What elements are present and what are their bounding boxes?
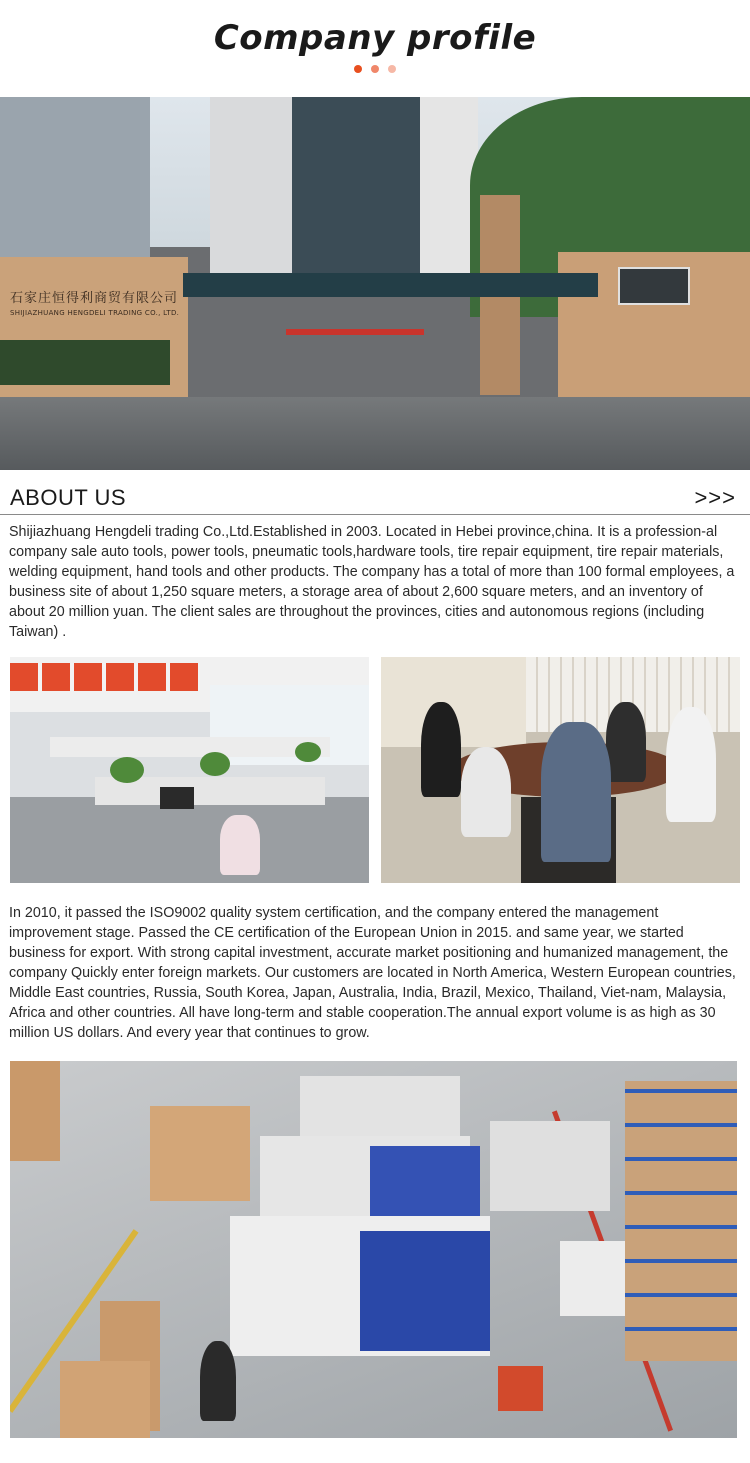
photo-control-box [498, 1366, 543, 1411]
section-divider [0, 514, 750, 515]
photo-gate-canopy [183, 273, 598, 297]
about-paragraph-intro: Shijiazhuang Hengdeli trading Co.,Ltd.Established in 2003. Located in Hebei province,china. It is a profession-al company sale auto tools, power tools, pneumatic tools,hardware tools, tire repair equipment, tire repair materials, welding equipment, hand tools and other products. The company has a total of more than 100 formal employees, a business site of about 1,250 square meters, a storage area of about 2,600 square meters, and an inventory of about 20 million yuan. The client sales are throughout the provinces, cities and autonomous regions (including Taiwan) . [9, 524, 735, 640]
photo-machine [370, 1146, 480, 1216]
photo-boxes [60, 1361, 150, 1438]
photo-tower [292, 97, 420, 297]
title-decoration-dots [0, 65, 750, 73]
page-header [0, 0, 750, 96]
photo-person [461, 747, 511, 837]
company-sign-chinese: 石家庄恒得利商贸有限公司 [10, 291, 179, 306]
photo-plant [200, 752, 230, 776]
company-sign [10, 292, 180, 320]
chevron-right-icon: >>> [694, 485, 736, 510]
office-photo [10, 657, 369, 883]
photo-monitor [160, 787, 194, 809]
page-title: Company profile [213, 18, 537, 58]
photo-storage-rack [625, 1081, 737, 1361]
about-us-heading: ABOUT US [10, 485, 127, 510]
photo-person [541, 722, 611, 862]
photo-machine [490, 1121, 610, 1211]
photo-person [421, 702, 461, 797]
meeting-photo [381, 657, 740, 883]
photo-person [606, 702, 646, 782]
photo-red-banner [286, 329, 424, 335]
company-gate-photo [0, 97, 750, 470]
photo-machine [360, 1231, 490, 1351]
photo-building [210, 97, 292, 297]
photo-machine [300, 1076, 460, 1136]
photo-hedge [0, 340, 170, 385]
photo-floor [10, 797, 369, 883]
photo-building [0, 97, 150, 262]
photo-led-screen [618, 267, 690, 305]
company-sign-english: SHIJIAZHUANG HENGDELI TRADING CO., LTD. [10, 309, 180, 317]
photo-wall-boards [10, 663, 200, 691]
factory-photo [10, 1061, 737, 1438]
about-paragraph-history: In 2010, it passed the ISO9002 quality system certification, and the company entered the management improvement stage. Passed the CE certification of the European Union in 2015. and same year, we started business for export. With strong capital investment, accurate market positioning and humanized management, the company Quickly enter foreign markets. Our customers are located in North America, Western European countries, Middle East countries, Russia, South Korea, Japan, Australia, India, Brazil, Mexico, Thailand, Viet-nam, Malaysia, Africa and other countries. All have long-term and stable cooperation.The annual export volume is as high as 30 million US dollars. And every year that continues to grow. [9, 905, 736, 1041]
photo-road [0, 397, 750, 470]
photo-person [666, 707, 716, 822]
photo-desk-row [50, 737, 330, 757]
photo-boxes [150, 1106, 250, 1201]
photo-person [220, 815, 260, 875]
decoration-dot [388, 65, 396, 73]
photo-plant [295, 742, 321, 762]
photo-plant [110, 757, 144, 783]
photo-worker [200, 1341, 236, 1421]
decoration-dot [354, 65, 362, 73]
decoration-dot [371, 65, 379, 73]
photo-boxes [10, 1061, 60, 1161]
